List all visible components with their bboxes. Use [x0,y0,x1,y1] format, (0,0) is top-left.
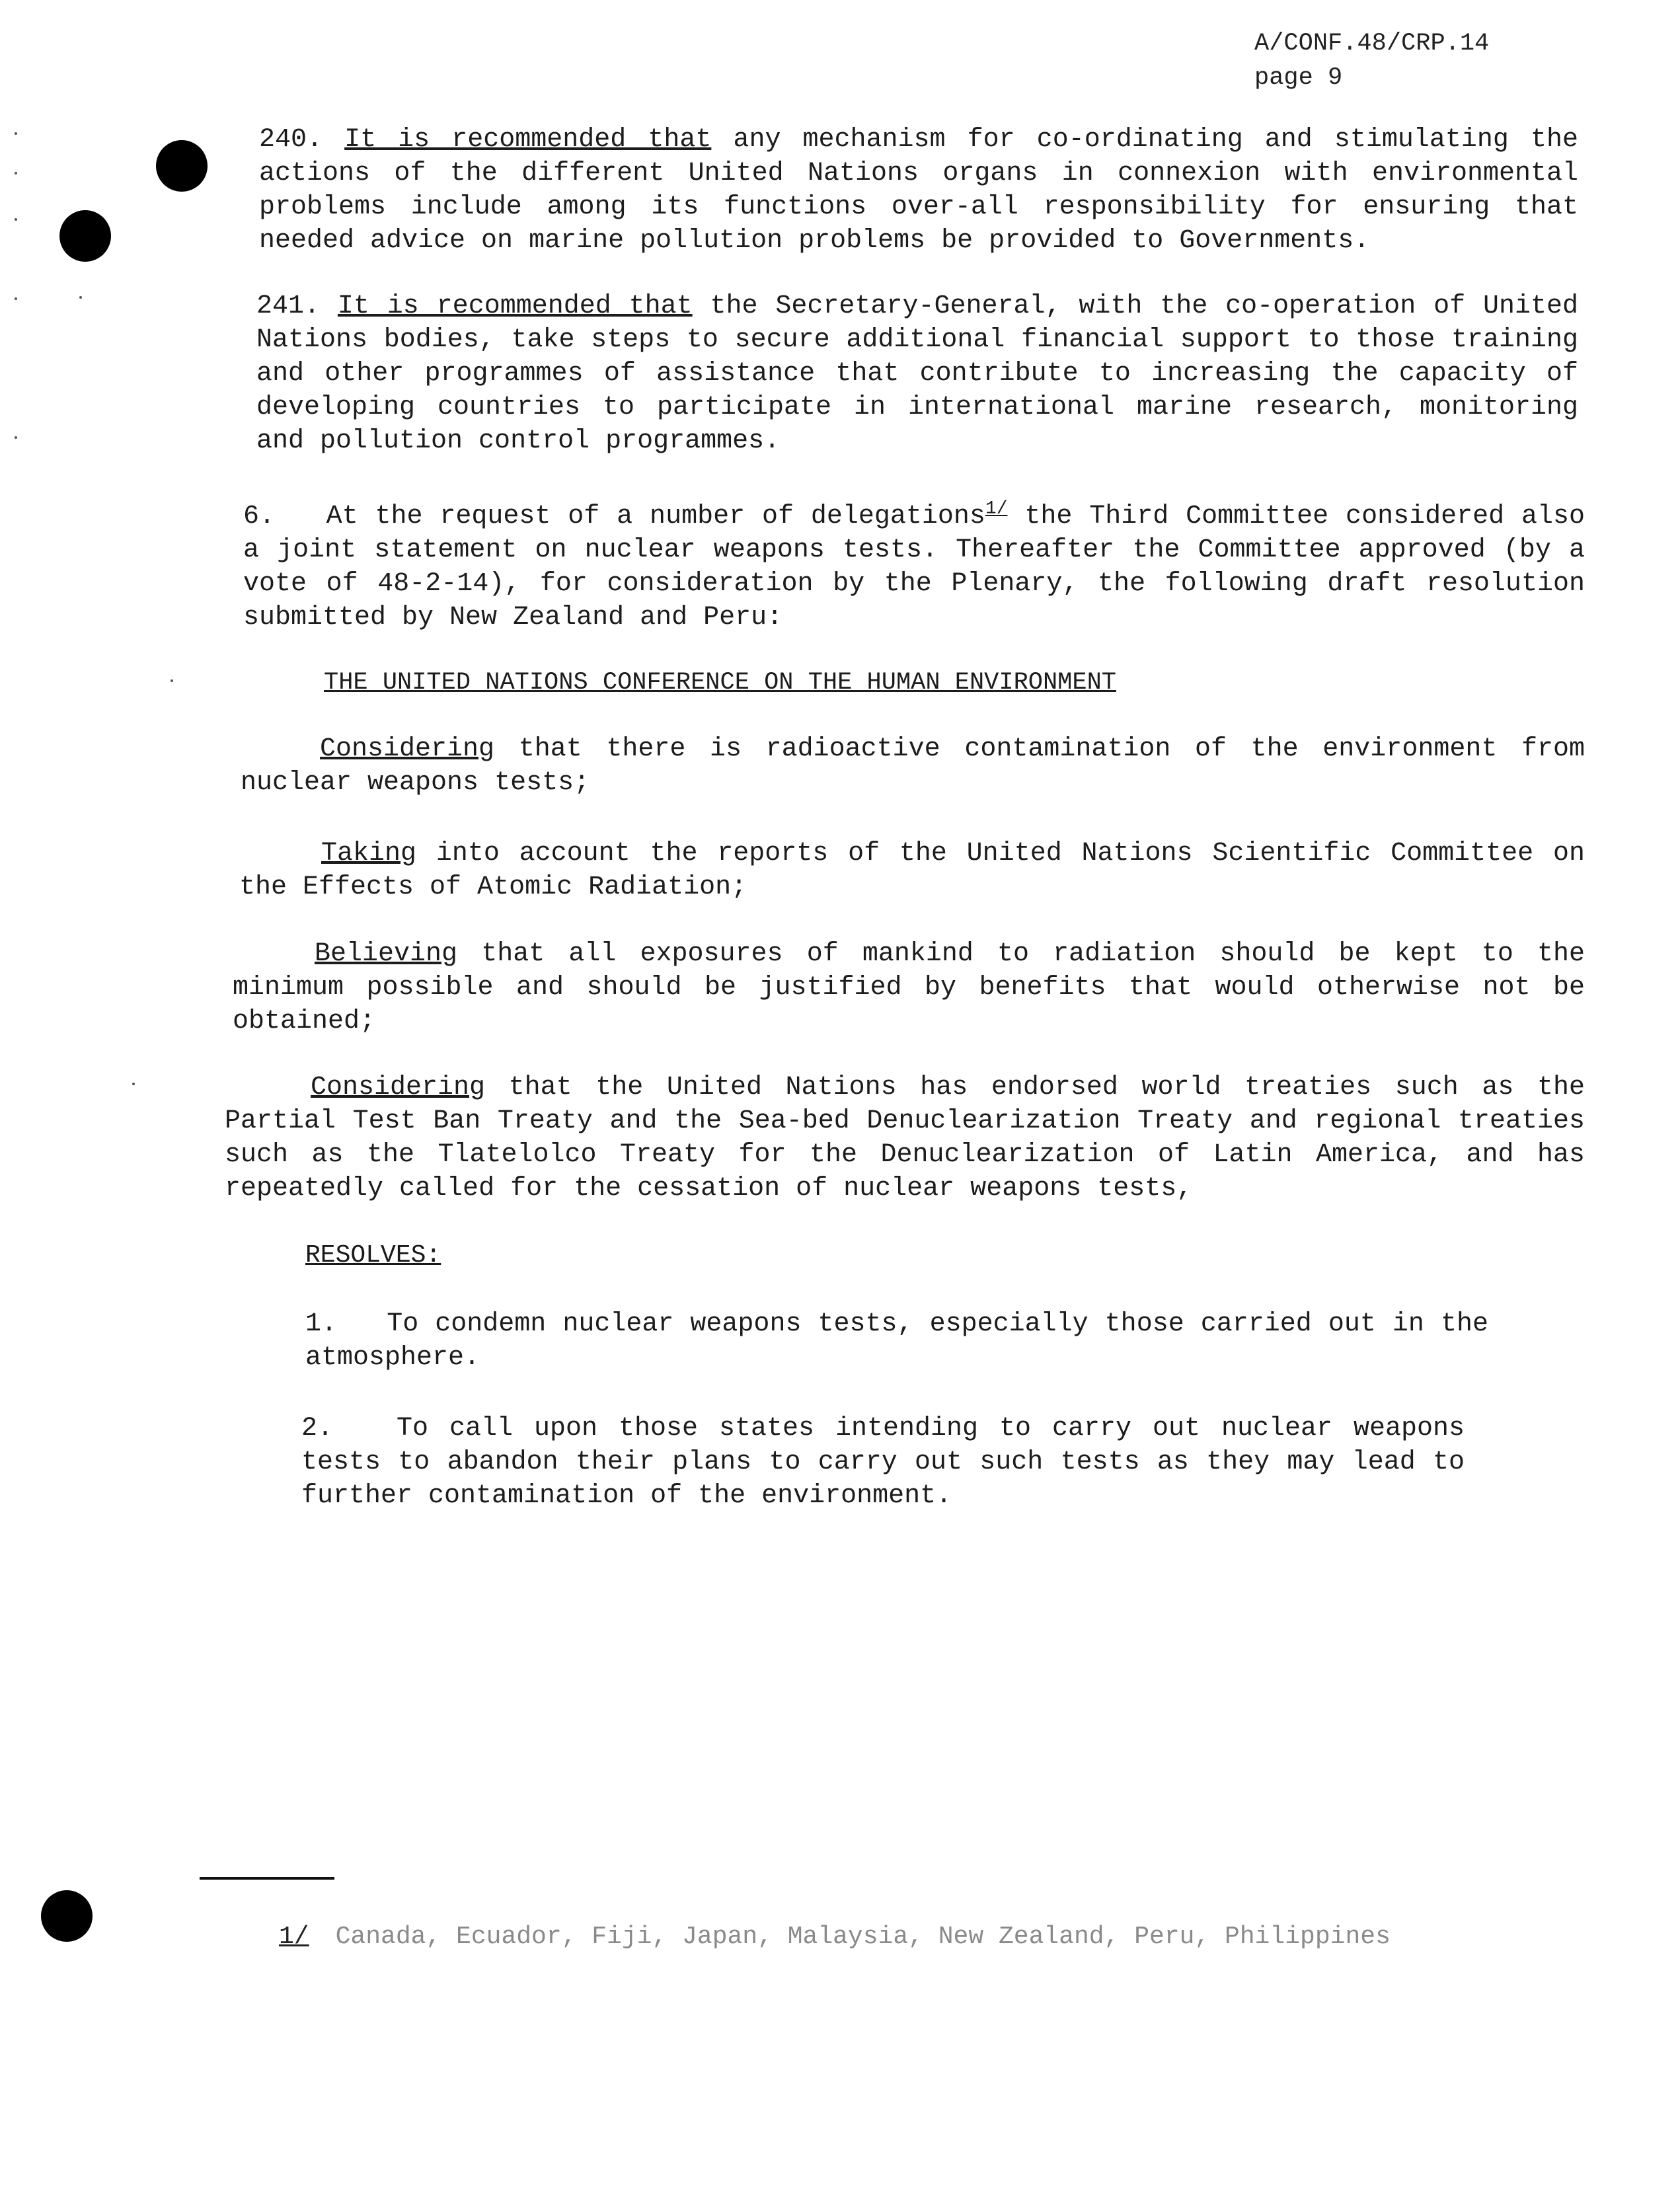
paragraph-number: 240. [259,125,323,155]
preamble-lead: Considering [311,1073,486,1102]
recommendation-lead: It is recommended that [344,125,712,155]
punch-hole-middle [59,210,111,262]
scan-speck [132,1083,135,1085]
preamble-lead: Believing [315,939,458,969]
paragraph-text-a: At the request of a number of delegations [326,502,985,531]
paragraph-number: 6. [243,502,276,531]
preamble-text: into account the reports of the United Nations Scientific Committee on the Effects of Atomic Radiation; [239,839,1585,902]
paragraph-text: any mechanism for co-ordinating and stimulating the actions of the different United Nations organs in connexion with environmental problems include among its functions over-all responsibility for ensuring that needed advice on marine pollution problems be provided to Governments. [259,125,1578,256]
operative-text: To condemn nuclear weapons tests, especially those carried out in the atmosphere. [305,1309,1488,1373]
scan-speck [79,296,82,299]
scan-speck [171,679,173,682]
footnote-mark: 1/ [279,1923,309,1951]
punch-hole-bottom [41,1890,93,1942]
scan-speck [15,218,17,221]
preamble-lead: Considering [320,734,495,764]
document-header [1254,26,1489,95]
scan-speck [15,436,17,439]
paragraph-text-b: the Third Committee considered also a joint statement on nuclear weapons tests. Thereafter the Committee approved (by a vote of 48-2-14), for consideration by the Plenary, the following draft resolution submitted by New Zealand and Peru: [243,502,1585,632]
operative-number: 2. [301,1414,334,1443]
footnote-reference: 1/ [985,498,1008,519]
preamble-text: that all exposures of mankind to radiation should be kept to the minimum possible and should be justified by benefits that would otherwise not be obtained; [233,939,1585,1036]
resolves-label: RESOLVES: [305,1241,441,1270]
operative-paragraph [301,1412,1465,1513]
operative-paragraph [305,1307,1488,1375]
operative-number: 1. [305,1309,338,1339]
footnote-text: Canada, Ecuador, Fiji, Japan, Malaysia, New Zealand, Peru, Philippines [335,1923,1391,1951]
preamble-paragraph [233,937,1585,1038]
page-number: page 9 [1254,64,1343,92]
preamble-paragraph [225,1071,1585,1206]
paragraph-number: 241. [256,291,321,321]
footnote [279,1921,1391,1954]
preamble-lead: Taking [321,839,417,868]
paragraph-6 [243,500,1585,634]
recommendation-lead: It is recommended that [337,291,693,321]
paragraph-240 [259,123,1578,258]
preamble-text: that there is radioactive contamination of the environment from nuclear weapons tests; [241,734,1585,798]
preamble-text: that the United Nations has endorsed world treaties such as the Partial Test Ban Treaty and the Sea-bed Denuclearization Treaty and regional treaties such as the Tlatelolco Treaty for the Denuclearization of Latin America, and has repeatedly called for the cessation of nuclear weapons tests, [225,1073,1585,1204]
scan-speck [15,132,17,135]
resolution-title: THE UNITED NATIONS CONFERENCE ON THE HUMAN ENVIRONMENT [324,669,1116,697]
scan-speck [15,297,17,300]
preamble-paragraph [241,732,1585,800]
footnote-divider [200,1877,334,1880]
preamble-paragraph [239,837,1585,904]
punch-hole-top [156,140,208,192]
operative-text: To call upon those states intending to carry out nuclear weapons tests to abandon their plans to carry out such tests as they may lead to further contamination of the environment. [301,1414,1465,1511]
paragraph-241 [256,289,1578,458]
paragraph-text: the Secretary-General, with the co-operation of United Nations bodies, take steps to secure additional financial support to those training and other programmes of assistance that contribute to increasing the capacity of developing countries to participate in international marine research, monitoring and pollution control programmes. [256,291,1578,456]
scan-speck [15,172,17,174]
document-symbol: A/CONF.48/CRP.14 [1254,30,1490,58]
